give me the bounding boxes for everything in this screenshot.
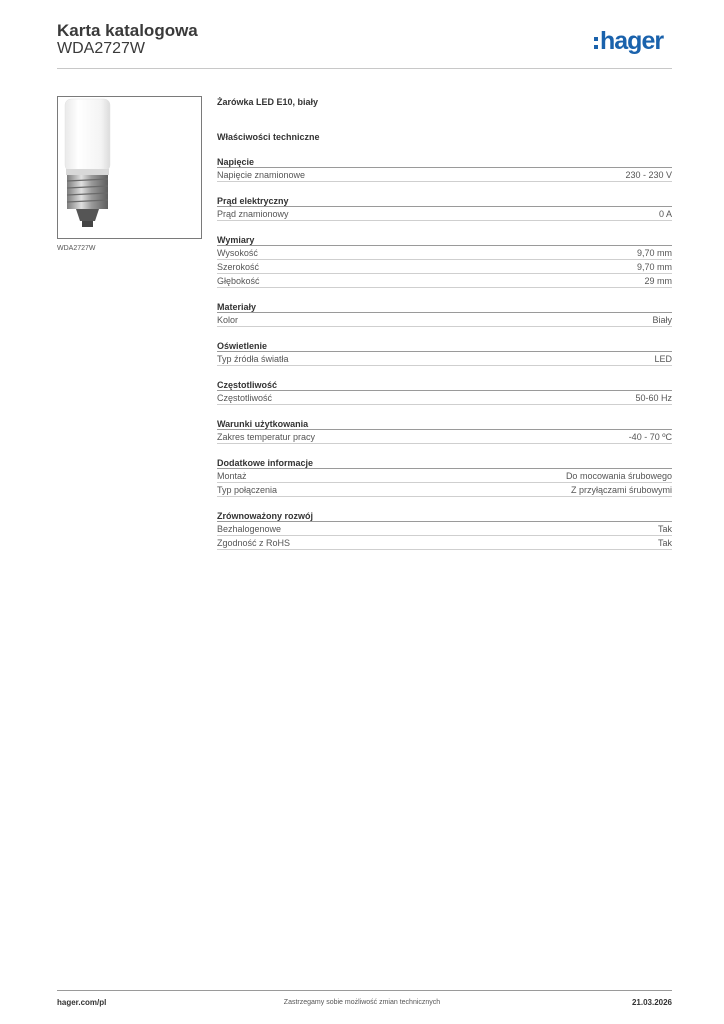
product-image xyxy=(57,96,202,239)
spec-group xyxy=(217,457,672,497)
spec-row xyxy=(217,246,672,260)
spec-group-title: Częstotliwość xyxy=(217,379,672,391)
led-bulb-icon xyxy=(58,97,202,239)
spec-group xyxy=(217,156,672,182)
spec-label: Bezhalogenowe xyxy=(217,524,282,534)
spec-label: Typ połączenia xyxy=(217,485,278,495)
spec-label: Montaż xyxy=(217,471,247,481)
footer-date: 21.03.2026 xyxy=(631,998,672,1007)
spec-group-title: Dodatkowe informacje xyxy=(217,457,672,469)
document-title: Karta katalogowa xyxy=(57,21,198,40)
spec-row xyxy=(217,536,672,550)
spec-row xyxy=(217,483,672,497)
spec-value: -40 - 70 ºC xyxy=(628,432,672,442)
spec-group xyxy=(217,418,672,444)
spec-group xyxy=(217,379,672,405)
spec-row xyxy=(217,469,672,483)
spec-value: Tak xyxy=(657,538,672,548)
spec-value: 9,70 mm xyxy=(636,248,672,258)
product-code: WDA2727W xyxy=(57,40,146,57)
spec-value: 50-60 Hz xyxy=(635,393,672,403)
hager-logo xyxy=(594,28,663,58)
spec-group-title: Oświetlenie xyxy=(217,340,672,352)
footer-website: hager.com/pl xyxy=(57,998,107,1007)
spec-value: 230 - 230 V xyxy=(625,170,672,180)
spec-row xyxy=(217,168,672,182)
spec-content xyxy=(217,96,672,550)
logo-text: hager xyxy=(600,27,664,55)
header-divider xyxy=(57,68,672,69)
spec-value: LED xyxy=(654,354,672,364)
spec-groups xyxy=(217,156,672,550)
spec-row xyxy=(217,207,672,221)
spec-row xyxy=(217,313,672,327)
product-title: Żarówka LED E10, biały xyxy=(217,97,319,107)
footer-divider xyxy=(57,990,672,991)
spec-label: Głębokość xyxy=(217,276,260,286)
footer-disclaimer: Zastrzegamy sobie możliwość zmian technicznych xyxy=(283,999,441,1006)
spec-value: Do mocowania śrubowego xyxy=(565,471,672,481)
spec-value: 0 A xyxy=(658,209,672,219)
spec-row xyxy=(217,352,672,366)
spec-group xyxy=(217,340,672,366)
spec-label: Zgodność z RoHS xyxy=(217,538,291,548)
spec-group xyxy=(217,234,672,288)
spec-group-title: Zrównoważony rozwój xyxy=(217,510,672,522)
image-caption: WDA2727W xyxy=(57,245,96,252)
spec-label: Kolor xyxy=(217,315,239,325)
spec-value: Tak xyxy=(657,524,672,534)
spec-row xyxy=(217,391,672,405)
spec-row xyxy=(217,522,672,536)
logo-mark-icon xyxy=(594,37,598,49)
spec-group-title: Warunki użytkowania xyxy=(217,418,672,430)
spec-label: Napięcie znamionowe xyxy=(217,170,306,180)
spec-group-title: Napięcie xyxy=(217,156,672,168)
spec-value: Biały xyxy=(652,315,672,325)
spec-group xyxy=(217,301,672,327)
spec-group-title: Wymiary xyxy=(217,234,672,246)
spec-group-title: Materiały xyxy=(217,301,672,313)
spec-label: Szerokość xyxy=(217,262,260,272)
spec-group xyxy=(217,195,672,221)
spec-label: Typ źródła światła xyxy=(217,354,289,364)
spec-value: 9,70 mm xyxy=(636,262,672,272)
spec-row xyxy=(217,430,672,444)
spec-row xyxy=(217,274,672,288)
spec-row xyxy=(217,260,672,274)
spec-label: Prąd znamionowy xyxy=(217,209,289,219)
spec-group-title: Prąd elektryczny xyxy=(217,195,672,207)
spec-value: 29 mm xyxy=(644,276,672,286)
spec-label: Częstotliwość xyxy=(217,393,273,403)
spec-label: Zakres temperatur pracy xyxy=(217,432,316,442)
spec-label: Wysokość xyxy=(217,248,258,258)
spec-group xyxy=(217,510,672,550)
section-title: Właściwości techniczne xyxy=(217,132,320,142)
spec-value: Z przyłączami śrubowymi xyxy=(570,485,672,495)
